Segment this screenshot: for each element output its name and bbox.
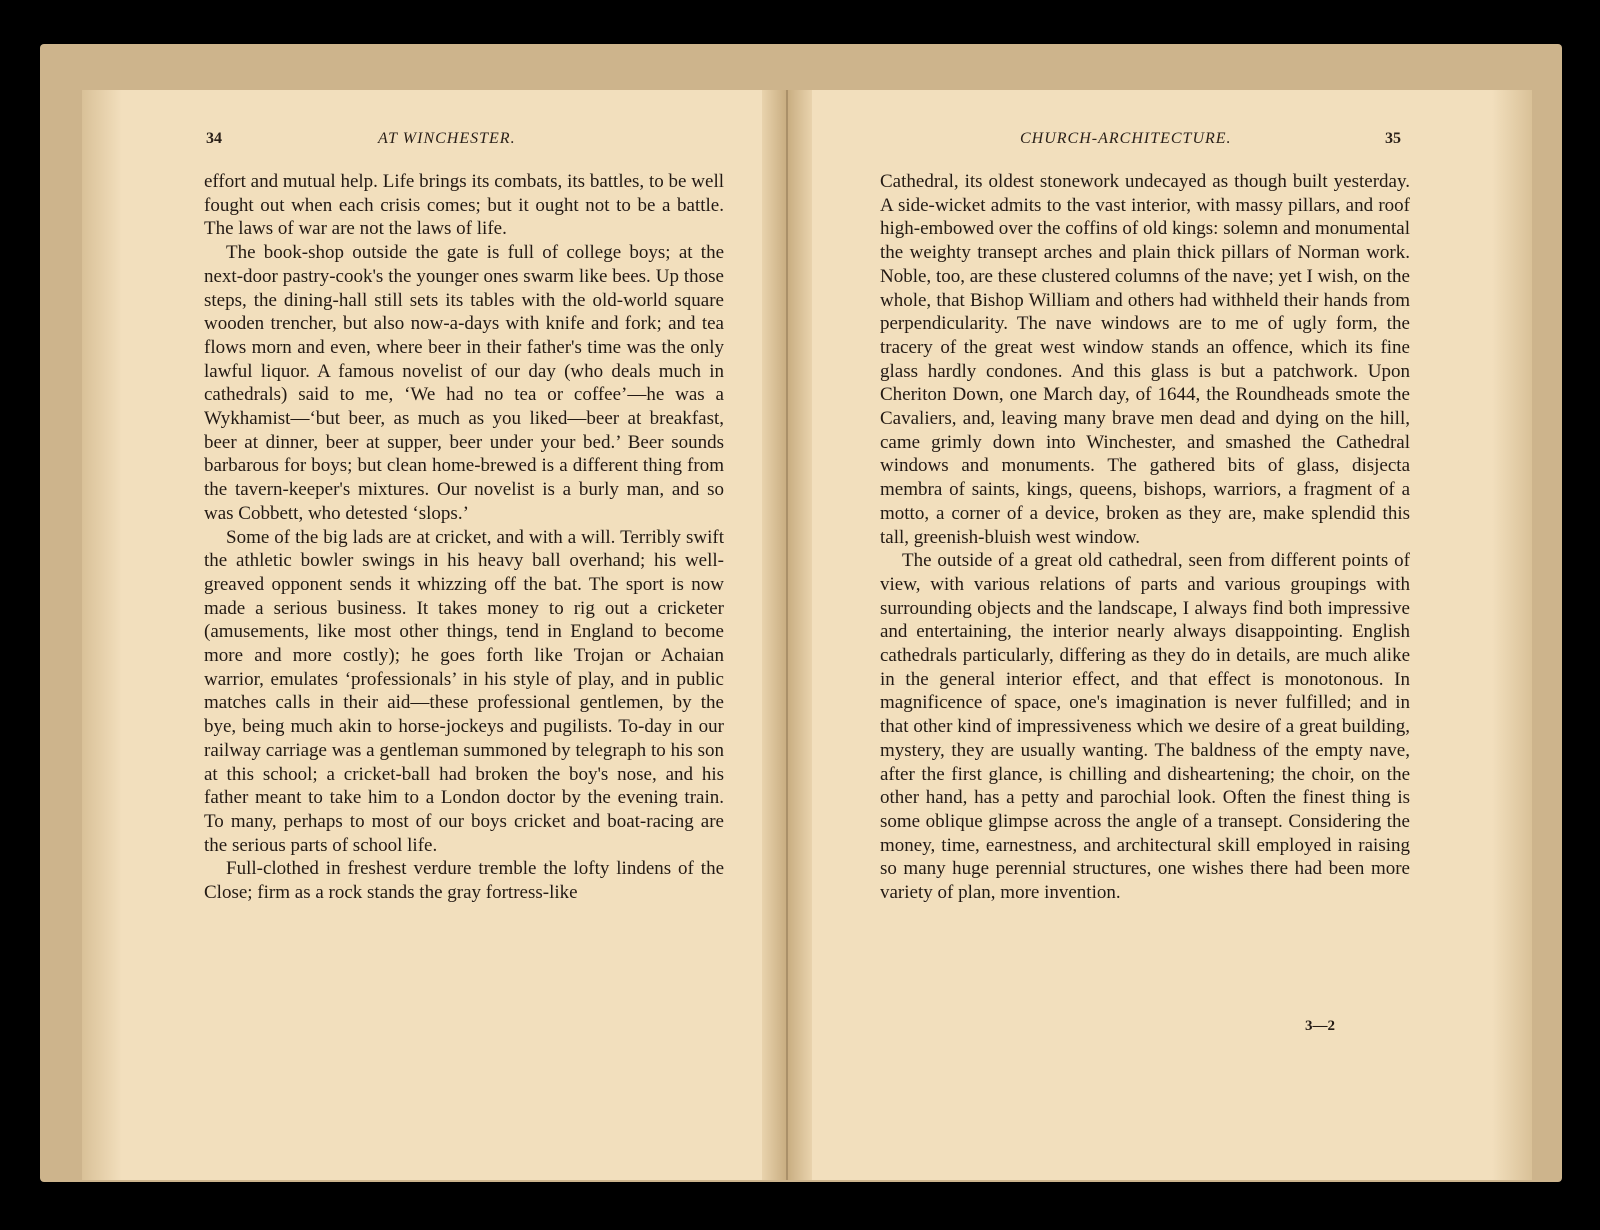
paragraph: The book-shop outside the gate is full of college boys; at the next-door pastry-cook's the younger ones swarm like bees. Up those steps, the dining-hall still sets its tables with the old-world square wooden trencher, but also now-a-days with knife and fork; and tea flows morn and even, where beer in their father's time was the only lawful liquor. A famous novelist of our day (who deals much in cathedrals) said to me, ‘We had no tea or coffee’—he was a Wykhamist—‘but beer, as much as you liked—beer at breakfast, beer at dinner, beer at supper, beer under your bed.’ Beer sounds barbarous for boys; but clean home-brewed is a different thing from the tavern-keeper's mixtures. Our novelist is a burly man, and so was Cobbett, who detested ‘slops.’ (204, 242, 724, 524)
paragraph: Cathedral, its oldest stonework undecayed as though built yesterday. A side-wicket admits to the vast interior, with massy pillars, and roof high-embowed over the coffins of old kings: solemn and monumental the weighty transept arches and plain thick pillars of Norman work. Noble, too, are these clustered columns of the nave; yet I wish, on the whole, that Bishop William and others had withheld their hands from perpendicularity. The nave windows are to me of ugly form, the tracery of the great west window stands an offence, which its fine glass hardly condones. And this glass is but a patchwork. Upon Cheriton Down, one March day, of 1644, the Roundheads smote the Cavaliers, and, leaving many brave men dead and dying on the hill, came grimly down into Winchester, and smashed the Cathedral windows and monuments. The gathered bits of glass, disjecta membra of saints, kings, queens, bishops, warriors, a fragment of a motto, a corner of a device, broken as they are, make splendid this tall, greenish-bluish west window. (880, 171, 1410, 548)
left-page-number: 34 (206, 130, 222, 147)
paragraph: Some of the big lads are at cricket, and with a will. Terribly swift the athletic bowler swings in his heavy ball overhand; his well-greaved opponent sends it whizzing off the bat. The sport is now made a serious business. It takes money to rig out a cricketer (amusements, like most other things, tend in England to become more and more costly); he goes forth like Trojan or Achaian warrior, emulates ‘professionals’ in his style of play, and in public matches calls in their aid—these professional gentlemen, by the bye, being much akin to horse-jockeys and pugilists. To-day in our railway carriage was a gentleman summoned by telegraph to his son at this school; a cricket-ball had broken the boy's nose, and his father meant to take him to a London doctor by the evening train. To many, perhaps to most of our boys cricket and boat-racing are the serious parts of school life. (204, 526, 724, 856)
book-gutter (762, 90, 812, 1180)
paragraph: effort and mutual help. Life brings its combats, its battles, to be well fought out when each crisis comes; but it ought not to be a battle. The laws of war are not the laws of life. (204, 171, 724, 240)
right-page-number: 35 (1385, 130, 1401, 147)
paragraph: The outside of a great old cathedral, seen from different points of view, with various relations of parts and various groupings with surrounding objects and the landscape, I always find both impressive and entertaining, the interior nearly always disappointing. English cathedrals particularly, differing as they do in details, are much alike in the general interior effect, and that effect is monotonous. In magnificence of space, one's imagination is never fulfilled; and in that other kind of impressiveness which we desire of a great building, mystery, they are usually wanting. The baldness of the empty nave, after the first glance, is chilling and disheartening; the choir, on the other hand, has a petty and parochial look. Often the finest thing is some oblique glimpse across the angle of a transept. Considering the money, time, earnestness, and architectural skill employed in raising so many huge perennial structures, one wishes there had been more variety of plan, more invention. (880, 550, 1410, 904)
right-running-head: CHURCH-ARCHITECTURE. (1020, 130, 1232, 147)
right-page-text (880, 170, 1410, 905)
signature-mark: 3—2 (1305, 1018, 1335, 1034)
left-page-text (204, 170, 724, 905)
paragraph: Full-clothed in freshest verdure tremble the lofty lindens of the Close; firm as a rock stands the gray fortress-like (204, 858, 724, 904)
left-running-head: AT WINCHESTER. (378, 130, 516, 147)
